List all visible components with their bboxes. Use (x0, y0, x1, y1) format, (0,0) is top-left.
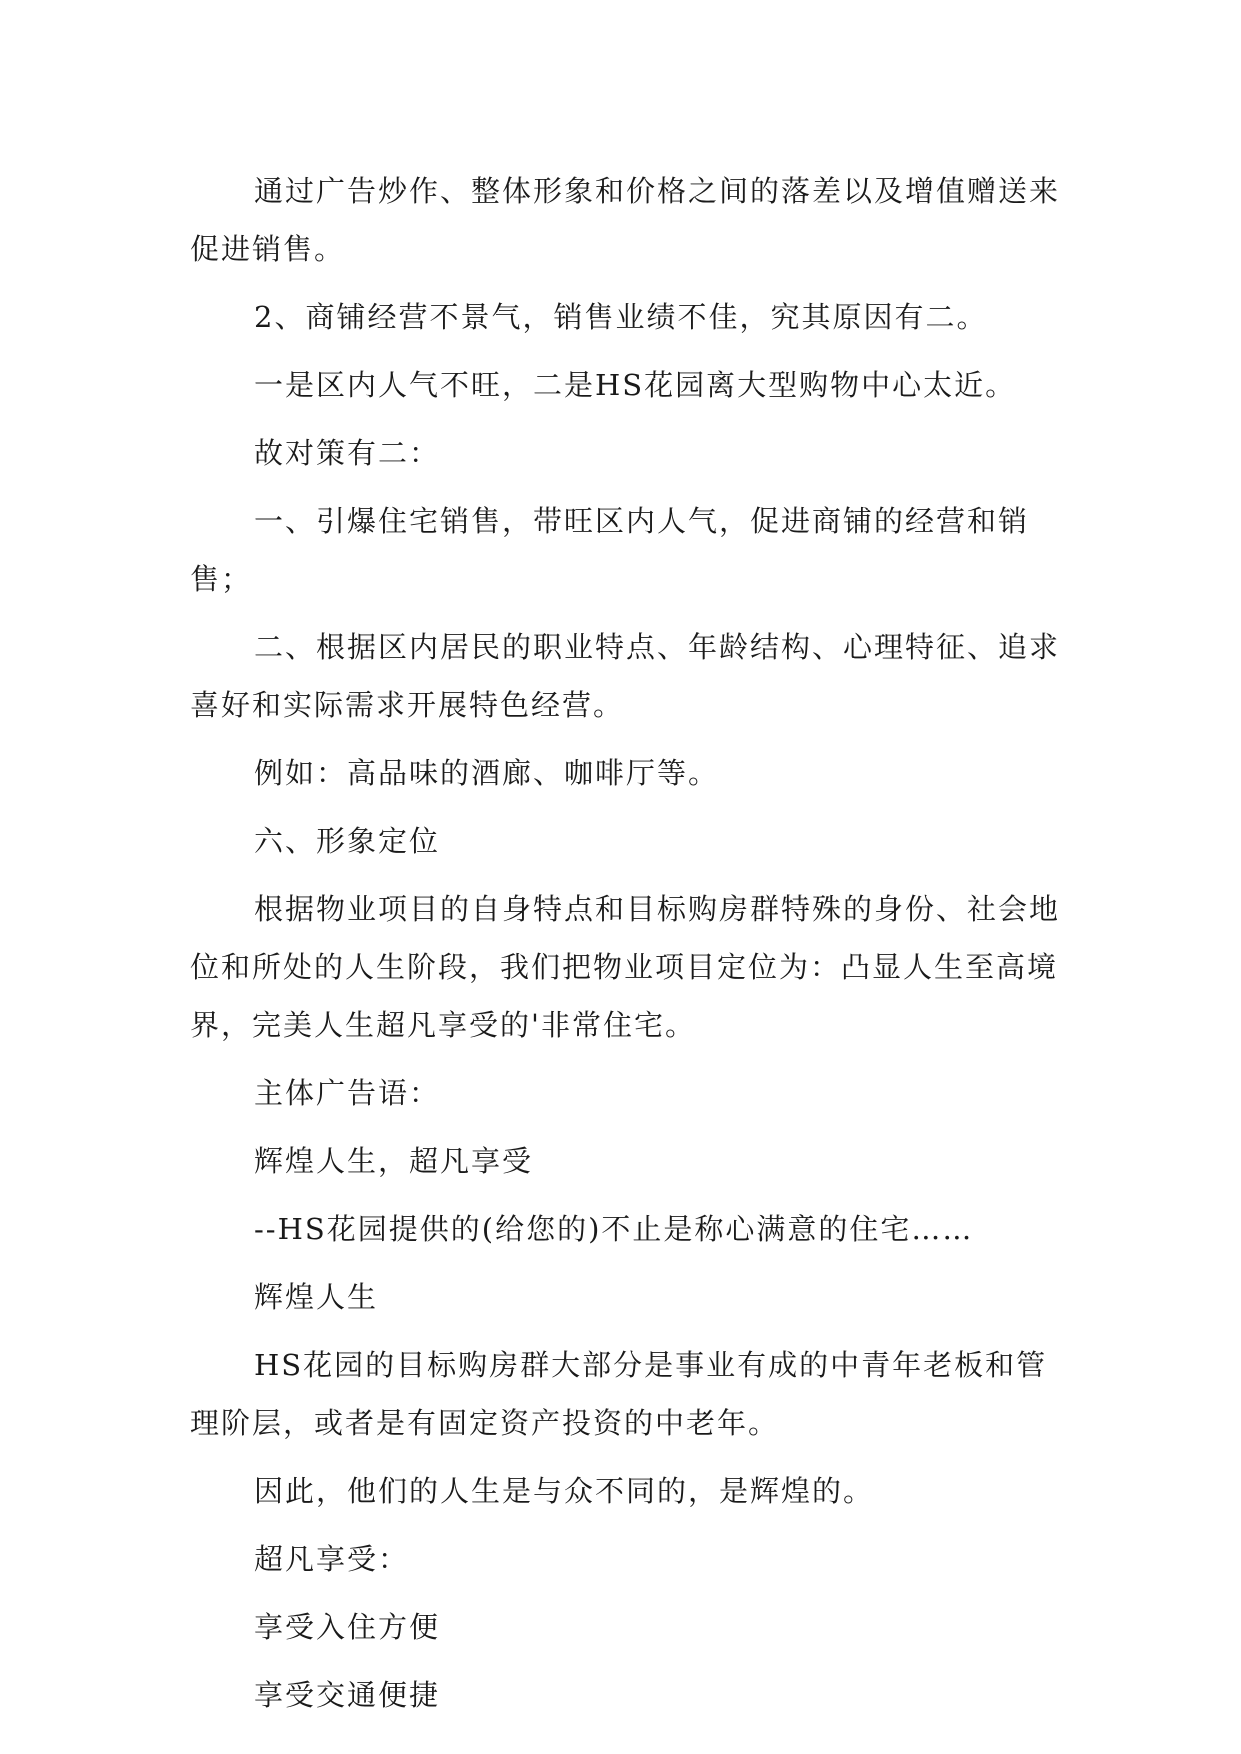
paragraph: 一是区内人气不旺，二是HS花园离大型购物中心太近。 (254, 368, 1017, 402)
paragraph: 根据物业项目的自身特点和目标购房群特殊的身份、社会地位和所处的人生阶段，我们把物业项目定位为：凸显人生至高境界，完美人生超凡享受的'非常住宅。 (190, 892, 1061, 1042)
subheading: 超凡享受： (254, 1542, 410, 1576)
paragraph: HS花园的目标购房群大部分是事业有成的中青年老板和管理阶层，或者是有固定资产投资的中老年。 (190, 1348, 1048, 1440)
paragraph: 主体广告语： (254, 1076, 441, 1110)
section-heading: 六、形象定位 (254, 824, 441, 858)
list-item: 享受入住方便 (254, 1610, 441, 1644)
subheading: 辉煌人生 (254, 1280, 379, 1314)
paragraph: 例如：高品味的酒廊、咖啡厅等。 (254, 756, 720, 790)
paragraph: 2、商铺经营不景气，销售业绩不佳，究其原因有二。 (254, 300, 988, 334)
paragraph: 一、引爆住宅销售，带旺区内人气，促进商铺的经营和销售； (190, 504, 1030, 596)
list-item: 享受交通便捷 (254, 1678, 441, 1712)
paragraph: 二、根据区内居民的职业特点、年龄结构、心理特征、追求喜好和实际需求开展特色经营。 (190, 630, 1061, 722)
slogan: 辉煌人生，超凡享受 (254, 1144, 534, 1178)
paragraph: 因此，他们的人生是与众不同的，是辉煌的。 (254, 1474, 875, 1508)
document-body (190, 162, 1060, 1724)
slogan-subline: --HS花园提供的(给您的)不止是称心满意的住宅…… (254, 1212, 974, 1246)
paragraph: 通过广告炒作、整体形象和价格之间的落差以及增值赠送来促进销售。 (190, 174, 1061, 266)
paragraph: 故对策有二： (254, 436, 441, 470)
